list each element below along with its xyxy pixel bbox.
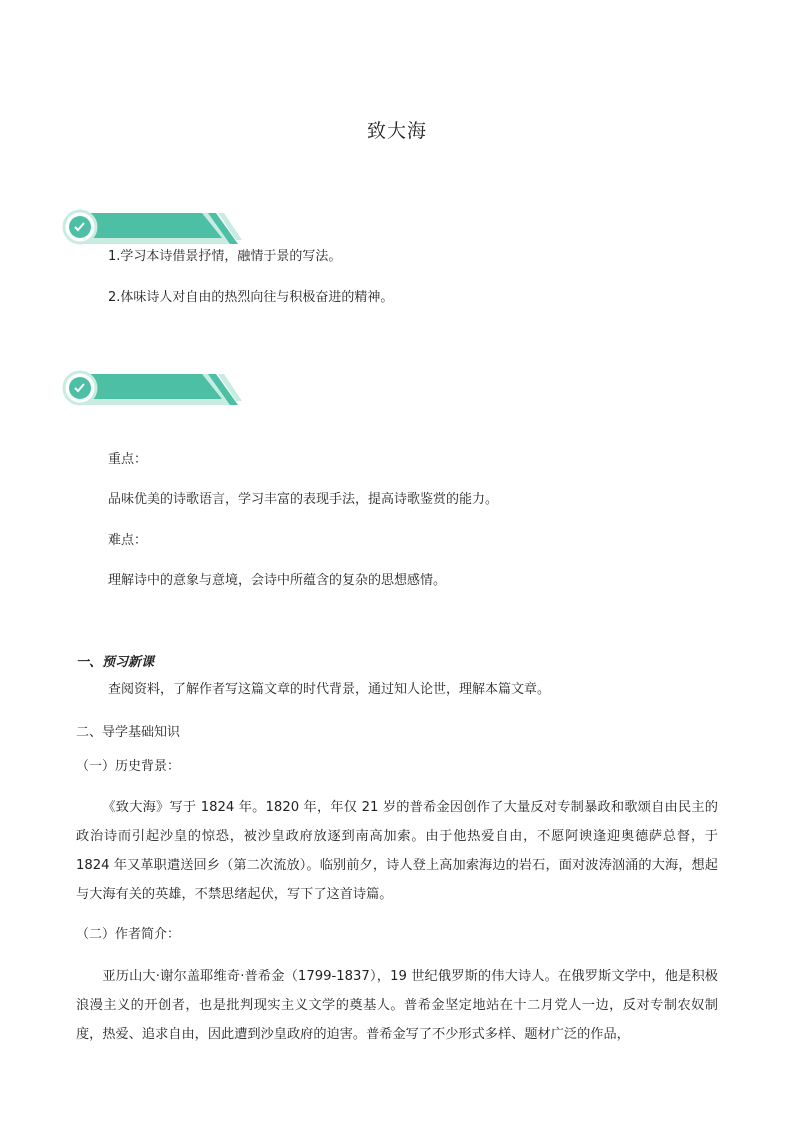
- section-one-heading: [76, 654, 154, 672]
- author-intro-paragraph: [76, 962, 718, 1049]
- key-point-label: 重点：: [108, 452, 148, 467]
- author-intro-heading: （二）作者简介：: [76, 927, 181, 942]
- difficulty-text: 理解诗中的意象与意境，会诗中所蕴含的复杂的思想感情。: [108, 573, 447, 588]
- section-two-heading: 二、导学基础知识: [76, 725, 181, 740]
- objective-item-1: 1.学习本诗借景抒情，融情于景的写法。: [108, 249, 342, 264]
- history-background-heading: （一）历史背景：: [76, 759, 181, 774]
- key-point-text: 品味优美的诗歌语言，学习丰富的表现手法，提高诗歌鉴赏的能力。: [108, 492, 499, 507]
- page-title: 致大海: [366, 120, 427, 142]
- section-banner-objectives: [62, 208, 242, 248]
- banner-bar: [76, 374, 222, 399]
- section-one-title: 预习新课: [102, 655, 155, 670]
- history-background-text: 《致大海》写于 1824 年。1820 年，年仅 21 岁的普希金因创作了大量反对专制暴政和歌颂自由民主的政治诗而引起沙皇的惊恐，被沙皇政府放逐到南高加索。由于他热爱自由，不愿阿谀逢迎奥德萨总督，于 1824 年又革职遣送回乡（第二次流放）。临别前夕，诗人登上高加索海边的岩石，面对波涛汹涌的大海，想起与大海有关的英雄，不禁思绪起伏，写下了这首诗篇。: [76, 800, 718, 902]
- difficulty-label: 难点：: [108, 533, 148, 548]
- section-banner-focus: [62, 369, 242, 409]
- author-intro-text: 亚历山大·谢尔盖耶维奇·普希金（1799-1837），19 世纪俄罗斯的伟大诗人。在俄罗斯文学中，他是积极浪漫主义的开创者，也是批判现实主义文学的奠基人。普希金坚定地站在十二月党人一边，反对专制农奴制度，热爱、追求自由，因此遭到沙皇政府的迫害。普希金写了不少形式多样、题材广泛的作品，: [76, 969, 718, 1042]
- section-one-text: 查阅资料，了解作者写这篇文章的时代背景，通过知人论世，理解本篇文章。: [108, 682, 551, 697]
- banner-bar: [76, 213, 222, 238]
- section-one-number: 一、: [76, 655, 103, 670]
- history-background-paragraph: [76, 793, 718, 909]
- objective-item-2: 2.体味诗人对自由的热烈向往与积极奋进的精神。: [108, 290, 394, 305]
